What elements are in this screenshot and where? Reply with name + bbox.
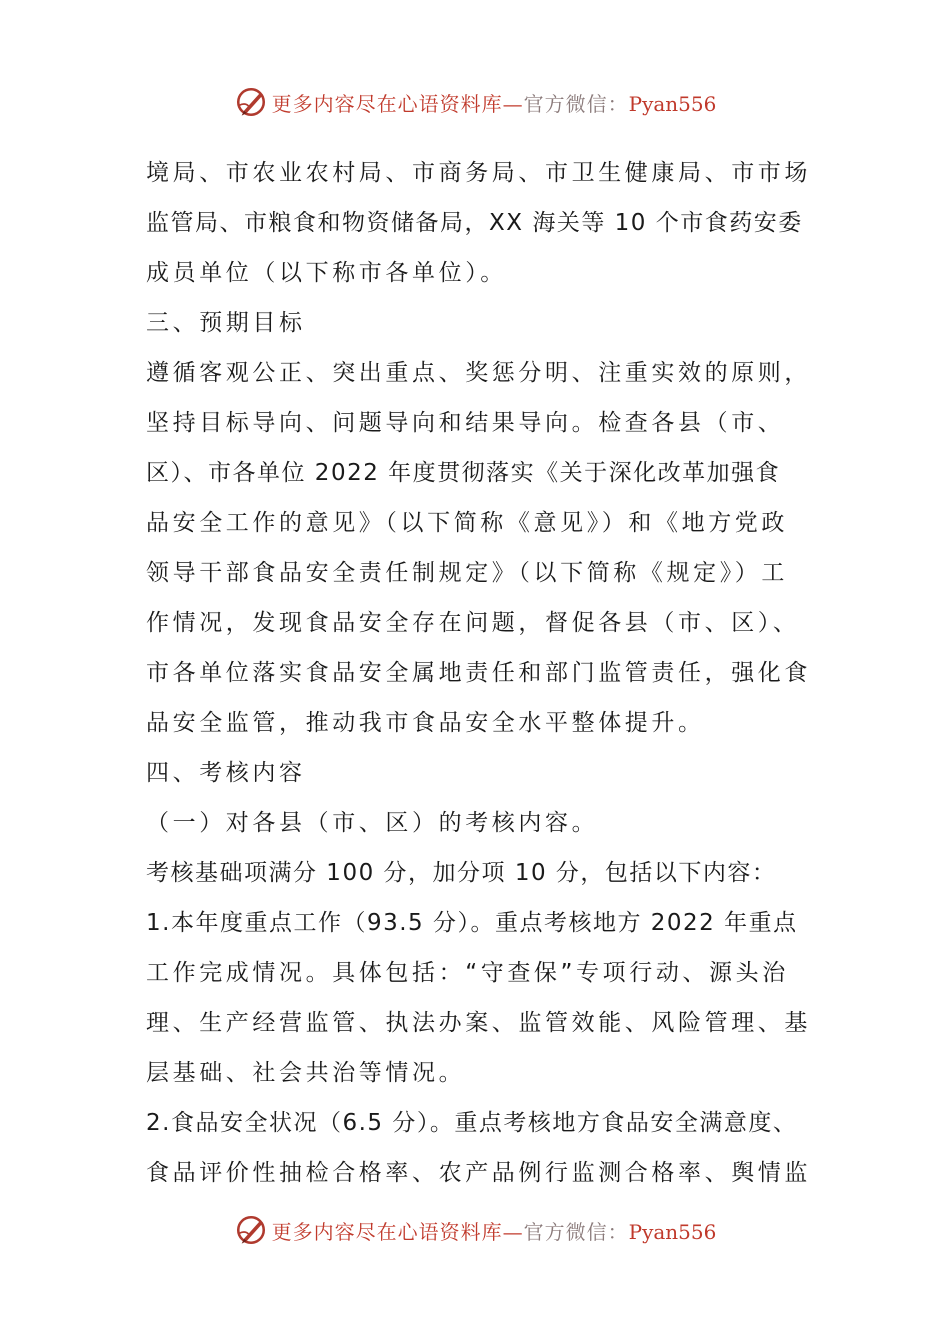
body-line: 考核基础项满分 100 分，加分项 10 分，包括以下内容： [146,860,777,886]
body-line: 境局、市农业农村局、市商务局、市卫生健康局、市市场 [146,160,811,186]
body-line: 遵循客观公正、突出重点、奖惩分明、注重实效的原则， [146,360,811,386]
body-line: 市各单位落实食品安全属地责任和部门监管责任，强化食 [146,660,811,686]
body-line: 工作完成情况。具体包括：“守查保”专项行动、源头治 [146,960,789,986]
body-line: 监管局、市粮食和物资储备局，XX 海关等 10 个市食药安委 [146,210,803,236]
body-line: 品安全监管，推动我市食品安全水平整体提升。 [146,710,705,736]
banner-slogan: 更多内容尽在心语资料库—官方微信：Pyan556 [271,1219,717,1244]
body-line: 食品评价性抽检合格率、农产品例行监测合格率、舆情监 [146,1160,811,1186]
pen-logo-icon [234,85,268,119]
body-line: 区）、市各单位 2022 年度贯彻落实《关于深化改革加强食 [146,460,781,486]
body-line: 坚持目标导向、问题导向和结果导向。检查各县（市、 [146,410,785,436]
pen-logo-icon [234,1213,268,1247]
wechat-label: 官方微信： [523,91,629,116]
document-body [146,148,826,1198]
body-line: 作情况，发现食品安全存在问题，督促各县（市、区）、 [146,610,800,636]
body-line: 1.本年度重点工作（93.5 分）。重点考核地方 2022 年重点 [146,910,798,936]
header-banner [0,82,950,122]
wechat-id: Pyan556 [628,1219,717,1244]
wechat-label: 官方微信： [523,1219,629,1244]
body-line: 领导干部食品安全责任制规定》（以下简称《规定》）工 [146,560,788,586]
body-line: 成员单位（以下称市各单位）。 [146,260,507,286]
wechat-id: Pyan556 [628,91,717,116]
footer-banner [0,1210,950,1250]
body-line: 层基础、社会共治等情况。 [146,1060,466,1086]
section-heading: 三、预期目标 [146,310,306,336]
body-line: 品安全工作的意见》（以下简称《意见》）和《地方党政 [146,510,788,536]
body-line: 理、生产经营监管、执法办案、监管效能、风险管理、基 [146,1010,811,1036]
body-line: 2.食品安全状况（6.5 分）。重点考核地方食品安全满意度、 [146,1110,798,1136]
banner-slogan: 更多内容尽在心语资料库—官方微信：Pyan556 [271,91,717,116]
section-heading: 四、考核内容 [146,760,306,786]
subsection-heading: （一）对各县（市、区）的考核内容。 [146,810,599,836]
